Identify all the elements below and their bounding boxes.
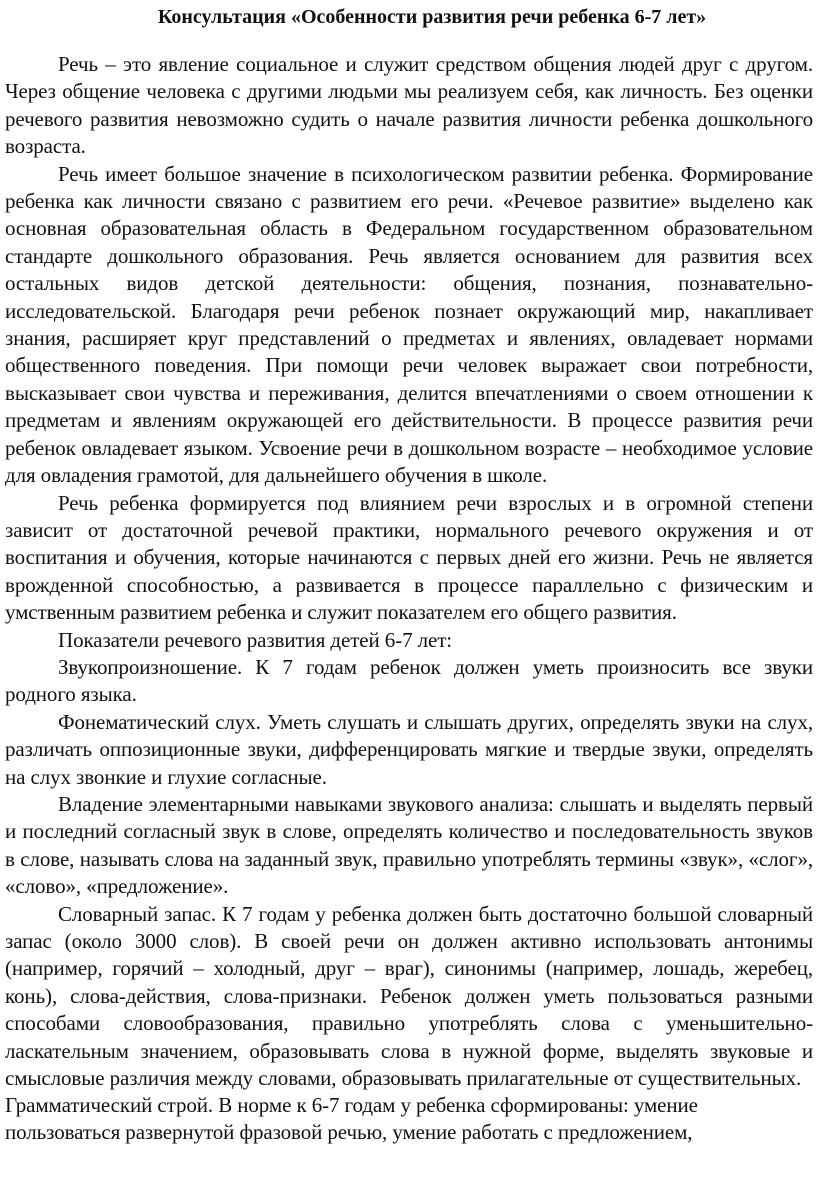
paragraph-speech-social: Речь – это явление социальное и служит средством общения людей друг с другом. Через общение человека с другими людьми мы реализуем себя, как личность. Без оценки речевого развития невозможно судить о начале развития личности ребенка дошкольного возраста. bbox=[5, 52, 813, 159]
document-body bbox=[5, 51, 813, 1148]
paragraph-indicators-heading: Показатели речевого развития детей 6-7 лет: bbox=[58, 627, 453, 652]
paragraph-speech-formation: Речь ребенка формируется под влиянием речи взрослых и в огромной степени зависит от достаточной речевой практики, нормального речевого окружения и от воспитания и обучения, которые начинаются с первых дней его жизни. Речь не является врожденной способностью, а развивается в процессе параллельно с физическим и умственным развитием ребенка и служит показателем его общего развития. bbox=[5, 490, 813, 625]
paragraph-speech-importance: Речь имеет большое значение в психологическом развитии ребенка. Формирование ребенка как личности связано с развитием его речи. «Речевое развитие» выделено как основная образовательная область в Федеральном государственном образовательном стандарте дошкольного образования. Речь является основанием для развития всех остальных видов детской деятельности: общения, познания, познавательно-исследовательской. Благодаря речи ребенок познает окружающий мир, накапливает знания, расширяет круг представлений о предметах и явлениях, овладевает нормами общественного поведения. При помощи речи человек выражает свои потребности, высказывает свои чувства и переживания, делится впечатлениями о своем отношении к предметам и явлениям окружающей его действительности. В процессе развития речи ребенок овладевает языком. Усвоение речи в дошкольном возрасте – необходимое условие для овладения грамотой, для дальнейшего обучения в школе. bbox=[5, 161, 813, 488]
paragraph-grammar-line-2: пользоваться развернутой фразовой речью, умение работать с предложением, bbox=[5, 1119, 693, 1144]
paragraph-phonemic-hearing: Фонематический слух. Уметь слушать и слышать других, определять звуки на слух, различать оппозиционные звуки, дифференцировать мягкие и твердые звуки, определять на слух звонкие и глухие согласные. bbox=[5, 709, 813, 789]
paragraph-vocabulary: Словарный запас. К 7 годам у ребенка должен быть достаточно большой словарный запас (около 3000 слов). В своей речи он должен активно использовать антонимы (например, горячий – холодный, друг – враг), синонимы (например, лошадь, жеребец, конь), слова-действия, слова-признаки. Ребенок должен уметь пользоваться разными способами словообразования, правильно употреблять слова с уменьшительно-ласкательным значением, образовывать слова в нужной форме, выделять звуковые и смысловые различия между словами, образовывать прилагательные от существительных. bbox=[5, 901, 813, 1091]
document-title: Консультация «Особенности развития речи ребенка 6-7 лет» bbox=[157, 6, 707, 28]
paragraph-grammar-line-1: Грамматический строй. В норме к 6-7 годам у ребенка сформированы: умение bbox=[5, 1093, 698, 1118]
paragraph-sound-pronunciation: Звукопроизношение. К 7 годам ребенок должен уметь произносить все звуки родного языка. bbox=[5, 654, 813, 707]
paragraph-sound-analysis: Владение элементарными навыками звукового анализа: слышать и выделять первый и последний согласный звук в слове, определять количество и последовательность звуков в слове, называть слова на заданный звук, правильно употреблять термины «звук», «слог», «слово», «предложение». bbox=[5, 791, 813, 899]
